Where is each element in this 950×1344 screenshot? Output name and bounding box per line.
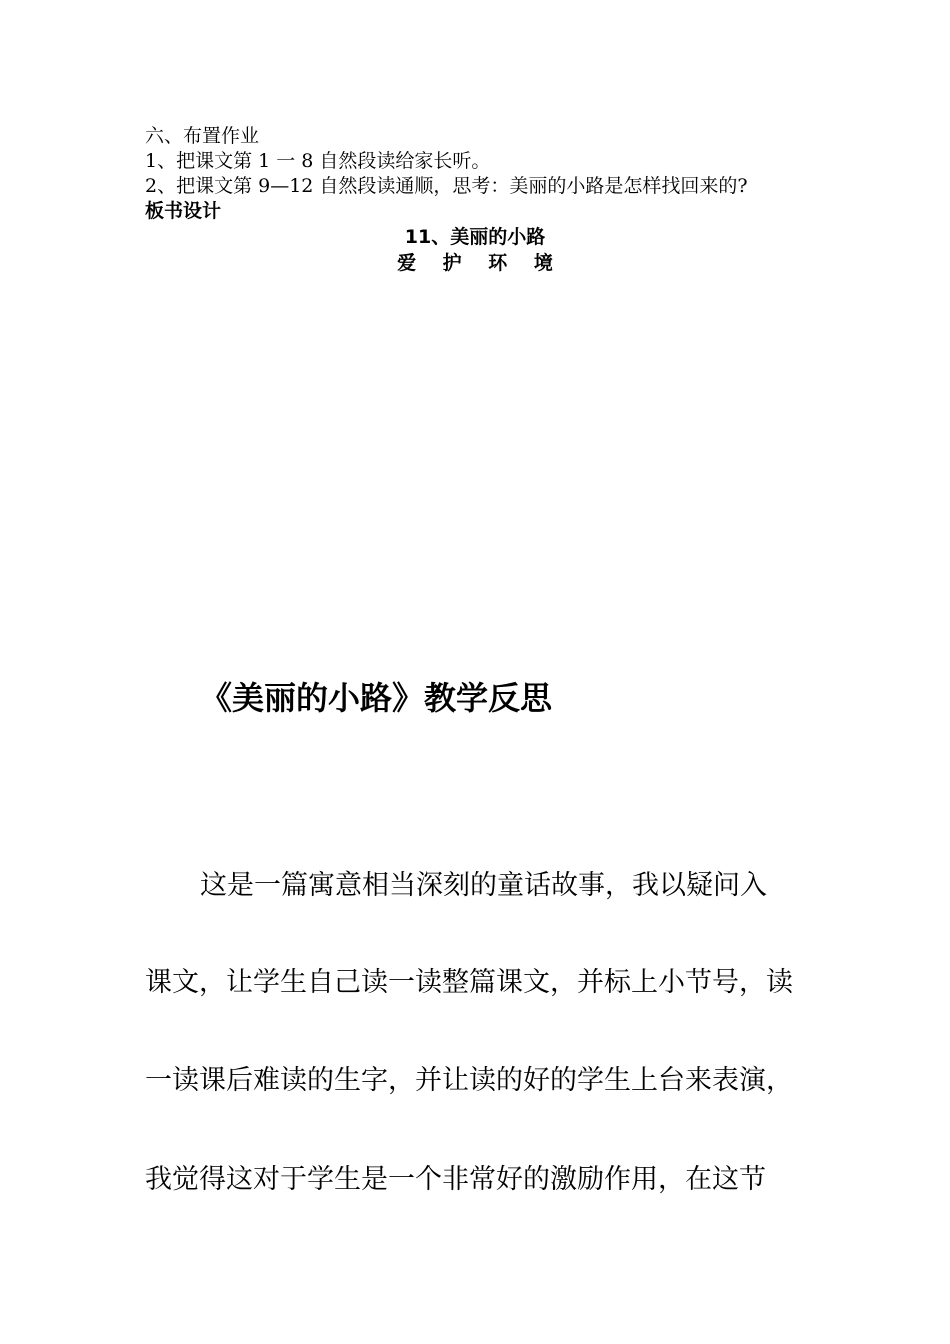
homework-heading: 六、布置作业	[145, 125, 260, 147]
reflection-line-1: 这是一篇寓意相当深刻的童话故事，我以疑问入	[200, 870, 767, 901]
board-design-heading: 板书设计	[145, 200, 222, 222]
reflection-line-2: 课文，让学生自己读一读整篇课文，并标上小节号，读	[145, 967, 793, 998]
reflection-line-3: 一读课后难读的生字，并让读的好的学生上台来表演，	[145, 1065, 793, 1096]
reflection-line-4: 我觉得这对于学生是一个非常好的激励作用，在这节	[145, 1164, 766, 1195]
homework-item-2: 2、把课文第 9—12 自然段读通顺，思考：美丽的小路是怎样找回来的?	[145, 175, 748, 197]
reflection-title: 《美丽的小路》教学反思	[200, 679, 553, 717]
board-lesson-title: 11、美丽的小路	[404, 226, 546, 248]
homework-item-1: 1、把课文第 1 一 8 自然段读给家长听。	[145, 150, 491, 172]
board-theme: 爱 护 环 境	[397, 252, 563, 274]
